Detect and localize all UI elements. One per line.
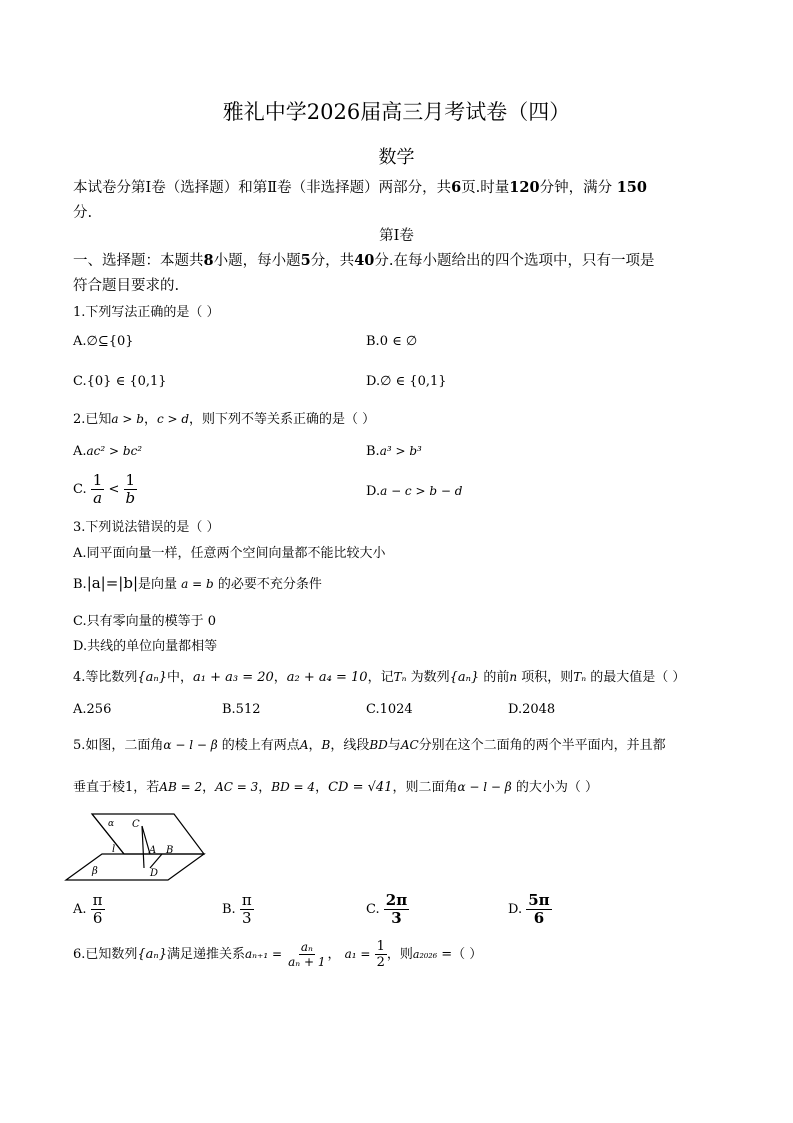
q5-stem-line-1: 5.如图，二面角α − l − β 的棱上有两点A，B，线段BD与AC分别在这个二面角的两个半平面内，并且都 <box>73 738 666 753</box>
q3-option-b: B.|a|=|b|是向量 a = b 的必要不充分条件 <box>73 574 322 592</box>
q2-option-d: D.a − c > b − d <box>366 484 463 499</box>
svg-text:D: D <box>150 868 159 879</box>
q2-option-b: B.a³ > b³ <box>366 444 422 459</box>
instructions-line-1: 一、选择题：本题共8小题，每小题5分，共40分.在每小题给出的四个选项中，只有一项是 <box>73 252 655 269</box>
q2-option-c: C. $\frac{1}{a}$ < $\frac{1}{b}$ <box>73 471 136 507</box>
q5-option-d: D. $\frac{5\pi}{6}$ <box>508 891 550 927</box>
q6-stem: 6.已知数列{aₙ}满足递推关系aₙ₊₁ = $\frac{\text{aₙ}}{\text{aₙ + 1}}$ ， a₁ = $\frac{1}{2}$ ，则a₂₀₂₆ =（ ） <box>73 939 483 970</box>
section-label: 第Ⅰ卷 <box>379 228 414 244</box>
svg-text:β: β <box>92 866 98 877</box>
q4-stem: 4.等比数列{aₙ}中，a₁ + a₃ = 20，a₂ + a₄ = 10，记Tₙ 为数列{aₙ} 的前n 项积，则Tₙ 的最大值是（ ） <box>73 670 686 685</box>
instructions-line-2: 符合题目要求的. <box>73 278 180 294</box>
q1-option-c: C.{0} ∈ {0,1} <box>73 374 167 389</box>
q5-option-a: A. $\frac{\pi}{6}$ <box>73 891 103 927</box>
q3-option-d: D.共线的单位向量都相等 <box>73 639 218 654</box>
svg-text:B: B <box>166 845 174 856</box>
q4-option-d: D.2048 <box>508 702 556 717</box>
svg-text:C: C <box>132 819 140 830</box>
q3-option-c: C.只有零向量的模等于 0 <box>73 614 217 629</box>
q5-stem-line-2: 垂直于棱1，若AB = 2，AC = 3，BD = 4，CD = √41，则二面角α − l − β 的大小为（ ） <box>73 780 598 795</box>
q4-option-c: C.1024 <box>366 702 413 717</box>
q1-option-b: B.0 ∈ ∅ <box>366 334 418 349</box>
svg-text:A: A <box>149 845 157 856</box>
q4-option-a: A.256 <box>73 702 112 717</box>
q3-option-a: A.同平面向量一样，任意两个空间向量都不能比较大小 <box>73 546 386 561</box>
q2-option-a: A.ac² > bc² <box>73 444 143 459</box>
q1-stem: 1.下列写法正确的是（ ） <box>73 305 220 320</box>
q1-option-d: D.∅ ∈ {0,1} <box>366 374 447 389</box>
q5-option-c: C. $\frac{2\pi}{3}$ <box>366 891 408 927</box>
q1-option-a: A.∅⊆{0} <box>73 334 134 349</box>
q3-stem: 3.下列说法错误的是（ ） <box>73 520 220 535</box>
svg-text:l: l <box>112 844 116 855</box>
subject-title: 数学 <box>378 147 415 168</box>
q5-option-b: B. $\frac{\pi}{3}$ <box>222 891 252 927</box>
q4-option-b: B.512 <box>222 702 261 717</box>
svg-text:α: α <box>108 819 115 829</box>
page-title: 雅礼中学2026届高三月考试卷（四） <box>222 100 571 124</box>
intro-line-2: 分. <box>73 205 93 221</box>
q2-stem: 2.已知a > b，c > d，则下列不等关系正确的是（ ） <box>73 412 376 427</box>
intro-line-1: 本试卷分第Ⅰ卷（选择题）和第Ⅱ卷（非选择题）两部分，共6页.时量120分钟，满分 150 <box>73 179 647 196</box>
dihedral-angle-figure <box>64 812 214 882</box>
